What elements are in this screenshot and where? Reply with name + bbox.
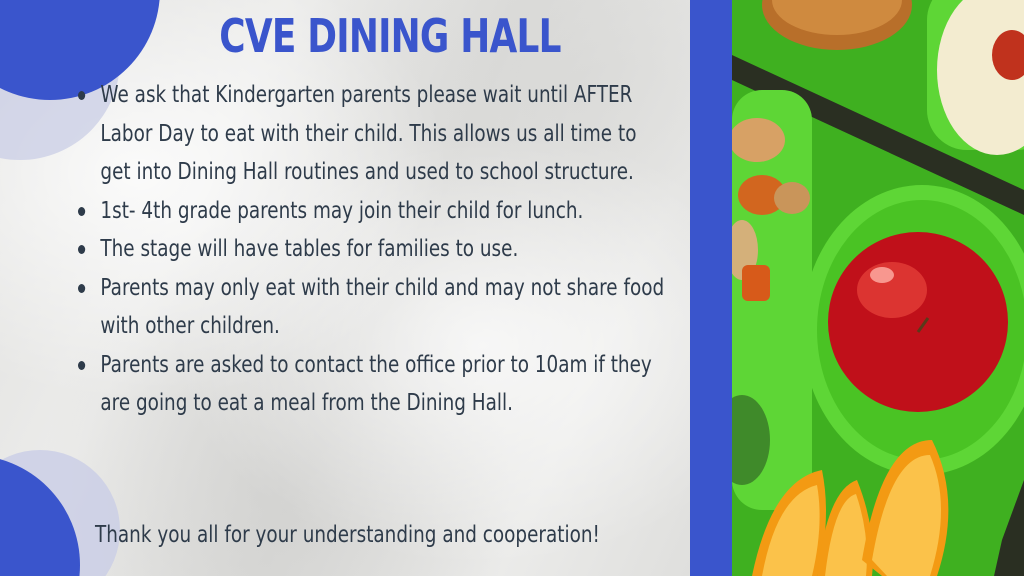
bullet-item-kindergarten (78, 76, 670, 192)
closing-message: Thank you all for your understanding and cooperation! (95, 522, 600, 548)
bullet-dot-icon (78, 207, 85, 216)
bullet-text: Parents may only eat with their child and may not share food with other children. (100, 274, 665, 339)
slide-title: CVE DINING HALL (219, 9, 561, 63)
bullet-item-stage (78, 230, 670, 269)
accent-bar (690, 0, 732, 576)
bullet-dot-icon (78, 361, 85, 370)
bullet-item-grades (78, 192, 670, 231)
lunch-tray-photo (732, 0, 1024, 576)
bullet-dot-icon (78, 91, 85, 100)
bullet-text: We ask that Kindergarten parents please wait until AFTER Labor Day to eat with their child. This allows us all time to get into Dining Hall routines and used to school structure. (100, 82, 637, 185)
bullet-text: Parents are asked to contact the office prior to 10am if they are going to eat a meal from the Dining Hall. (100, 351, 652, 416)
bullet-dot-icon (78, 284, 85, 293)
lunch-tray-illustration (732, 0, 1024, 576)
bullet-item-sharing (78, 269, 670, 346)
bullet-list-container (78, 76, 670, 423)
bullet-text: The stage will have tables for families to use. (100, 236, 519, 262)
bullet-item-contact-office (78, 346, 670, 423)
bullet-dot-icon (78, 245, 85, 254)
bullet-list (78, 76, 670, 423)
bullet-text: 1st- 4th grade parents may join their child for lunch. (100, 197, 584, 224)
